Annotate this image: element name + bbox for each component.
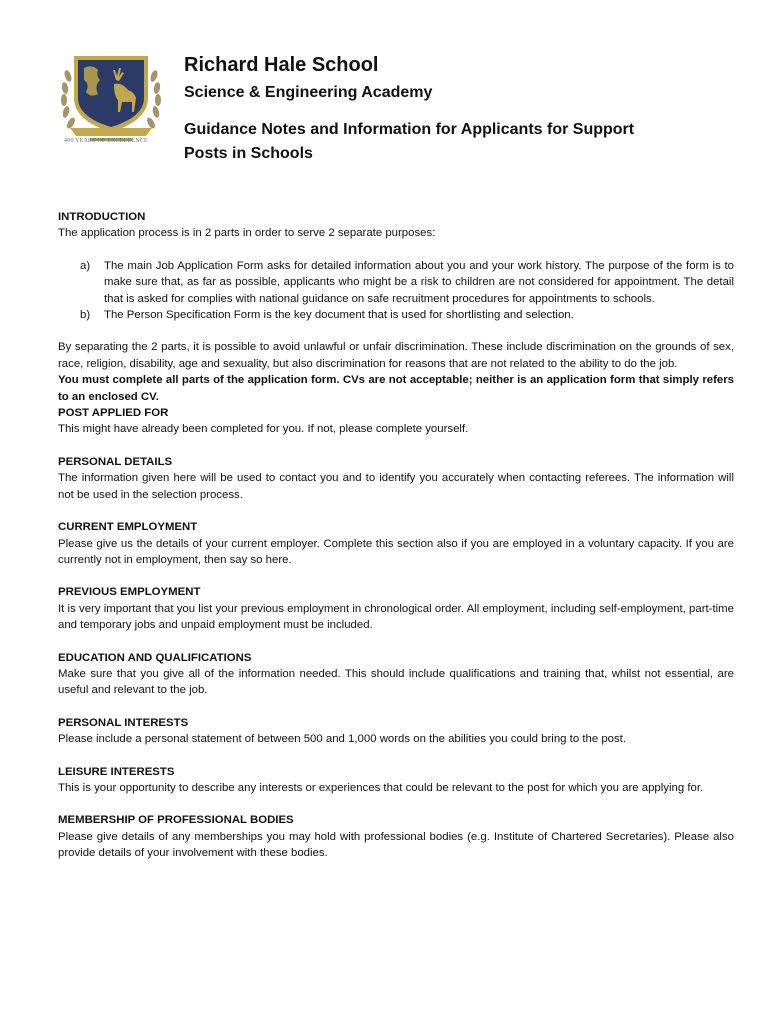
previous-employment-section xyxy=(58,584,734,633)
list-item xyxy=(58,258,734,307)
section-heading: EDUCATION AND QUALIFICATIONS xyxy=(58,651,252,664)
document-title: Guidance Notes and Information for Applicants for Support Posts in Schools xyxy=(184,121,635,162)
academy-name: Science & Engineering Academy xyxy=(184,84,433,101)
section-text: The information given here will be used to contact you and to identify you accurately when contacting referees. The information will not be used in the selection process. xyxy=(58,472,734,501)
section-text: Please give details of any memberships you may hold with professional bodies (e.g. Institute of Chartered Secretaries). Please also provide details of your involvement with these bodies. xyxy=(58,830,734,860)
section-heading: CURRENT EMPLOYMENT xyxy=(58,521,198,534)
current-employment-section xyxy=(58,519,734,568)
section-text: Please give us the details of your current employer. Complete this section also if you are employed in a voluntary capacity. If you are currently not in employment, then say so here. xyxy=(58,537,734,566)
document-body xyxy=(58,209,734,878)
section-heading: PERSONAL INTERESTS xyxy=(58,716,189,729)
school-crest-logo xyxy=(56,46,166,152)
list-marker: a) xyxy=(80,259,91,272)
section-heading: LEISURE INTERESTS xyxy=(58,765,175,778)
personal-details-section xyxy=(58,454,734,503)
post-applied-for-section xyxy=(58,405,734,438)
list-item xyxy=(58,307,734,323)
list-item-text: The main Job Application Form asks for detailed information about you and your work history. The purpose of the form is to make sure that, as far as possible, applicants who might be a risk to children are not considered for appointment. The detail that is asked for complies with national guidance on safe recruitment procedures for appointments to schools. xyxy=(104,259,734,305)
section-text: It is very important that you list your previous employment in chronological order. All employment, including self-employment, part-time and temporary jobs and unpaid employment must be included. xyxy=(58,602,734,632)
introduction-section xyxy=(58,209,734,405)
section-heading: MEMBERSHIP OF PROFESSIONAL BODIES xyxy=(58,814,294,827)
section-heading: POST APPLIED FOR xyxy=(58,407,169,420)
section-text: Make sure that you give all of the information needed. This should include qualifications and training that, whilst not essential, are useful and relevant to the job. xyxy=(58,667,734,697)
section-text: This is your opportunity to describe any interests or experiences that could be relevant to the post for which you are applying for. xyxy=(58,781,704,794)
discrimination-paragraph: By separating the 2 parts, it is possible to avoid unlawful or unfair discrimination. These include discrimination on the grounds of sex, race, religion, disability, age and sexuality, but also discrimination for reasons that are not related to the ability to do the job. xyxy=(58,341,734,370)
list-marker: b) xyxy=(80,309,91,322)
section-heading: INTRODUCTION xyxy=(58,211,146,223)
professional-bodies-section xyxy=(58,812,734,861)
document-header xyxy=(184,52,654,166)
section-text: Please include a personal statement of between 500 and 1,000 words on the abilities you could bring to the post. xyxy=(58,733,627,746)
section-heading: PREVIOUS EMPLOYMENT xyxy=(58,586,201,599)
personal-interests-section xyxy=(58,715,734,748)
cv-notice: You must complete all parts of the application form. CVs are not acceptable; neither is an application form that simply refers to an enclosed CV. xyxy=(58,374,734,403)
education-qualifications-section xyxy=(58,650,734,699)
list-item-text: The Person Specification Form is the key document that is used for shortlisting and selection. xyxy=(104,309,574,322)
leisure-interests-section xyxy=(58,764,734,797)
section-heading: PERSONAL DETAILS xyxy=(58,455,173,468)
section-text: This might have already been completed for you. If not, please complete yourself. xyxy=(58,423,469,436)
logo-caption: 400 YEARS OF EXCELLENCE xyxy=(64,138,148,144)
school-name: Richard Hale School xyxy=(184,54,379,76)
intro-lead: The application process is in 2 parts in order to serve 2 separate purposes: xyxy=(58,227,436,240)
intro-list xyxy=(58,258,734,324)
